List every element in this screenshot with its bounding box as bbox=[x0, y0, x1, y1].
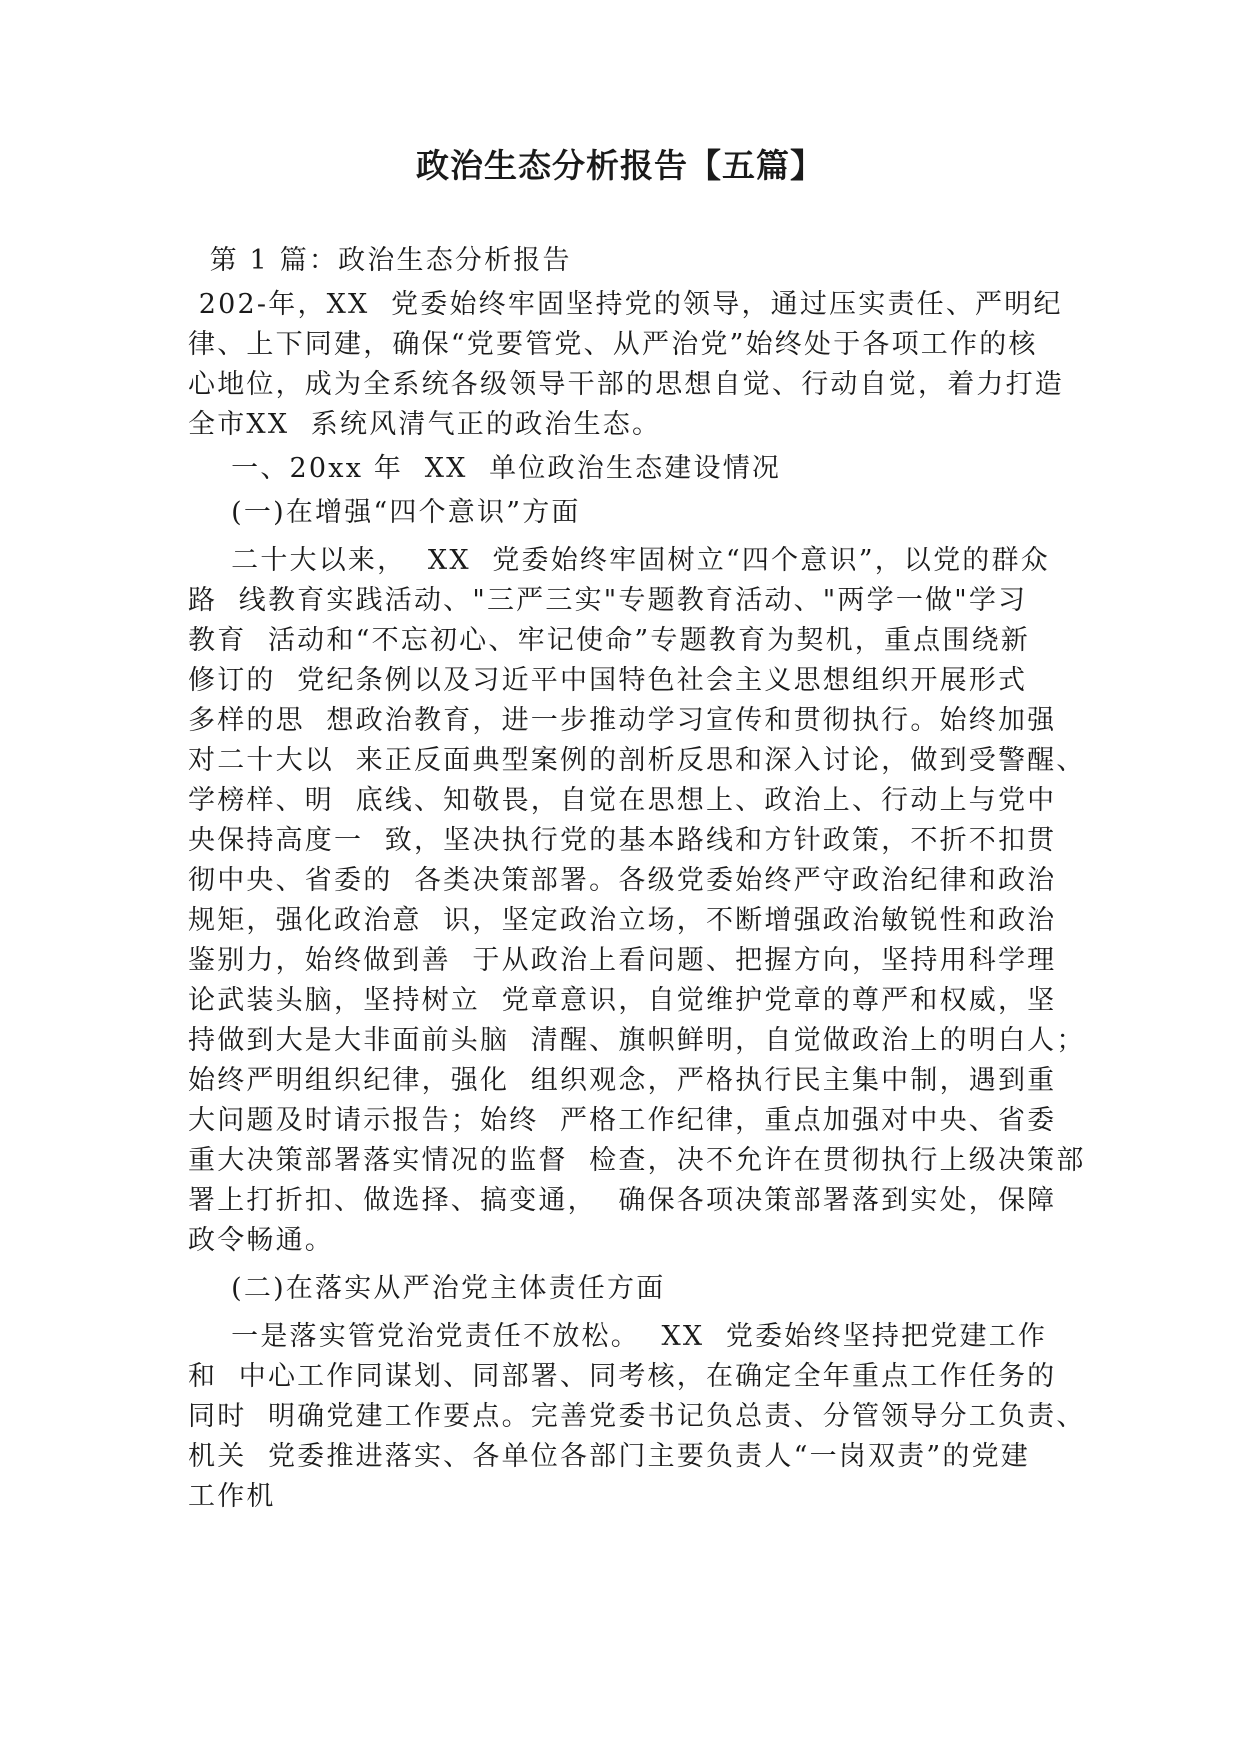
paragraph-line: 心地位，成为全系统各级领导干部的思想自觉、行动自觉，着力打造 bbox=[188, 369, 1064, 400]
document-title: 政治生态分析报告【五篇】 bbox=[416, 146, 824, 185]
paragraph-line: 工作机 bbox=[188, 1481, 276, 1512]
document-body bbox=[188, 241, 1086, 1517]
paragraph-line: 鉴别力，始终做到善 于从政治上看问题、把握方向，坚持用科学理 bbox=[188, 945, 1057, 976]
paragraph-line: 规矩，强化政治意 识，坚定政治立场，不断增强政治敏锐性和政治 bbox=[188, 905, 1057, 936]
paragraph-line: 政令畅通。 bbox=[188, 1225, 334, 1256]
paragraph-line: 学榜样、明 底线、知敬畏，自觉在思想上、政治上、行动上与党中 bbox=[188, 785, 1057, 816]
paragraph-line: 对二十大以 来正反面典型案例的剖析反思和深入讨论，做到受警醒、 bbox=[188, 745, 1086, 776]
paragraph-line: 始终严明组织纪律，强化 组织观念，严格执行民主集中制，遇到重 bbox=[188, 1065, 1057, 1096]
subheading-line: (一)在增强“四个意识”方面 bbox=[188, 497, 581, 528]
paragraph-line: 大问题及时请示报告；始终 严格工作纪律，重点加强对中央、省委 bbox=[188, 1105, 1057, 1136]
paragraph-line: 多样的思 想政治教育，进一步推动学习宣传和贯彻执行。始终加强 bbox=[188, 705, 1057, 736]
paragraph-line: 教育 活动和“不忘初心、牢记使命”专题教育为契机，重点围绕新 bbox=[188, 625, 1030, 656]
paragraph-line: 律、上下同建，确保“党要管党、从严治党”始终处于各项工作的核 bbox=[188, 329, 1038, 360]
section-heading-1: 第 1 篇：政治生态分析报告 bbox=[188, 245, 572, 276]
subheading-line: (二)在落实从严治党主体责任方面 bbox=[188, 1273, 666, 1304]
paragraph-line: 彻中央、省委的 各类决策部署。各级党委始终严守政治纪律和政治 bbox=[188, 865, 1057, 896]
paragraph-line: 署上打折扣、做选择、搞变通， 确保各项决策部署落到实处，保障 bbox=[188, 1185, 1057, 1216]
paragraph-line: 全市XX 系统风清气正的政治生态。 bbox=[188, 409, 662, 440]
paragraph-line: 论武装头脑，坚持树立 党章意识，自觉维护党章的尊严和权威，坚 bbox=[188, 985, 1057, 1016]
paragraph-line: 和 中心工作同谋划、同部署、同考核，在确定全年重点工作任务的 bbox=[188, 1361, 1057, 1392]
subheading-line: 一、20xx 年 XX 单位政治生态建设情况 bbox=[188, 453, 782, 484]
paragraph-line: 持做到大是大非面前头脑 清醒、旗帜鲜明，自觉做政治上的明白人； bbox=[188, 1025, 1086, 1056]
paragraph-line: 一是落实管党治党责任不放松。 XX 党委始终坚持把党建工作 bbox=[188, 1321, 1048, 1352]
paragraph-line: 机关 党委推进落实、各单位各部门主要负责人“一岗双责”的党建 bbox=[188, 1441, 1030, 1472]
paragraph-line: 修订的 党纪条例以及习近平中国特色社会主义思想组织开展形式 bbox=[188, 665, 1028, 696]
paragraph-line: 路 线教育实践活动、"三严三实"专题教育活动、"两学一做"学习 bbox=[188, 585, 1028, 616]
paragraph-line: 202-年，XX 党委始终牢固坚持党的领导，通过压实责任、严明纪 bbox=[188, 289, 1063, 320]
paragraph-line: 央保持高度一 致，坚决执行党的基本路线和方针政策，不折不扣贯 bbox=[188, 825, 1057, 856]
paragraph-line: 重大决策部署落实情况的监督 检查，决不允许在贯彻执行上级决策部 bbox=[188, 1145, 1086, 1176]
paragraph-line: 同时 明确党建工作要点。完善党委书记负总责、分管领导分工负责、 bbox=[188, 1401, 1086, 1432]
paragraph-line: 二十大以来， XX 党委始终牢固树立“四个意识”，以党的群众 bbox=[188, 545, 1050, 576]
